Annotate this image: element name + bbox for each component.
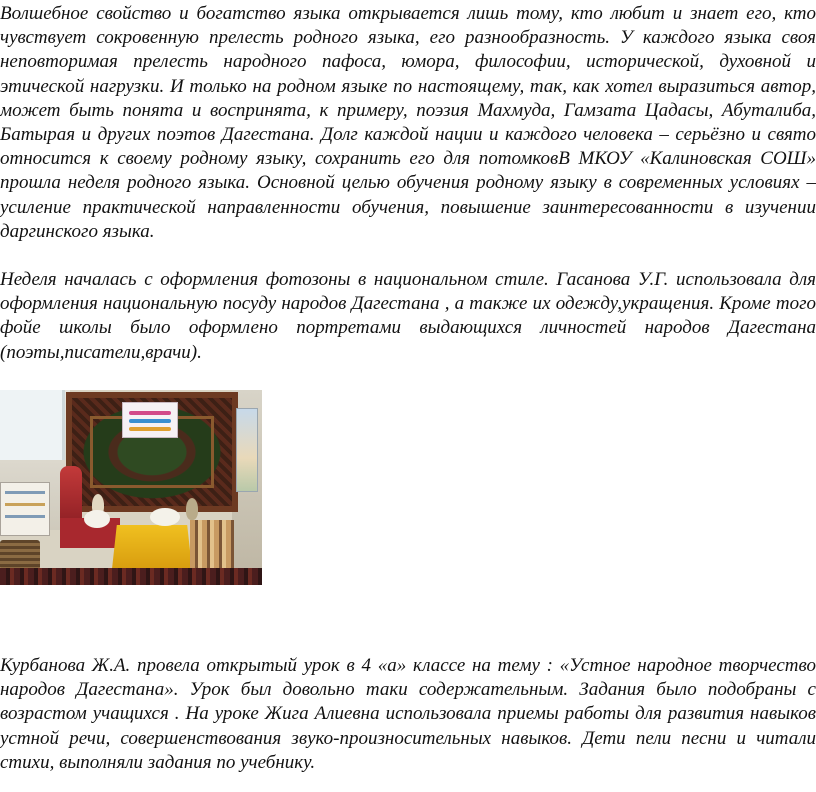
photo-board-line	[5, 491, 45, 494]
photo-banner	[122, 402, 178, 438]
photo-yellow-tablecloth	[112, 525, 192, 569]
photo-board-line	[5, 515, 45, 518]
photo-national-dress	[60, 466, 82, 526]
photo-board-line	[5, 503, 45, 506]
photo-jug	[186, 498, 198, 520]
intro-paragraph: Волшебное свойство и богатство языка открывается лишь тому, кто любит и знает его, кто чувствует сокровенную прелесть родного языка, его разнообразность. У каждого языка своя неповторимая прелесть народного пафоса, юмора, философии, исторической, духовной и этической нагрузки. И только на родном языке по настоящему, так, как хотел выразиться автор, может быть понята и воспринята, к примеру, поэзия Махмуда, Гамзата Цадасы, Абуталиба, Батырая и других поэтов Дагестана. Долг каждой нации и каждого человека – серьёзно и свято относится к своему родному языку, сохранить его для потомковВ МКОУ «Калиновская СОШ» прошла неделя родного языка. Основной целью обучения родному языку в современных условиях – усиление практической направленности обучения, повышение заинтересованности в изучении даргинского языка.	[0, 3, 816, 242]
photo-plaid-cloth	[190, 520, 234, 570]
photo-banner-letters	[129, 411, 171, 415]
photo-board	[0, 482, 50, 536]
photo-wool	[150, 508, 180, 526]
photo-floor-carpet	[0, 568, 262, 585]
photozone-paragraph: Неделя началась с оформления фотозоны в национальном стиле. Гасанова У.Г. использовала для оформления национальную посуду народов Дагестана , а также их одежду,укращения. Кроме того фойе школы было оформлено портретами выдающихся личностей народов Дагестана (поэты,писатели,врачи).	[0, 269, 816, 363]
photo-poster	[236, 408, 258, 492]
photo-window	[0, 390, 65, 460]
lesson-paragraph: Курбанова Ж.А. провела открытый урок в 4 «а» классе на тему : «Устное народное творчество народов Дагестана». Урок был довольно таки содержательным. Задания было подобраны с возрастом учащихся . На уроке Жига Алиевна использовала приемы работы для развития навыков устной речи, совершенствования звуко-произносительных навыков. Дети пели песни и читали стихи, выполняли задания по учебнику.	[0, 655, 816, 773]
photo-basket	[0, 540, 40, 570]
photo-banner-letters	[129, 419, 171, 423]
photo-banner-letters	[129, 427, 171, 431]
photo-wool	[84, 510, 110, 528]
photo-zone-image	[0, 390, 262, 585]
